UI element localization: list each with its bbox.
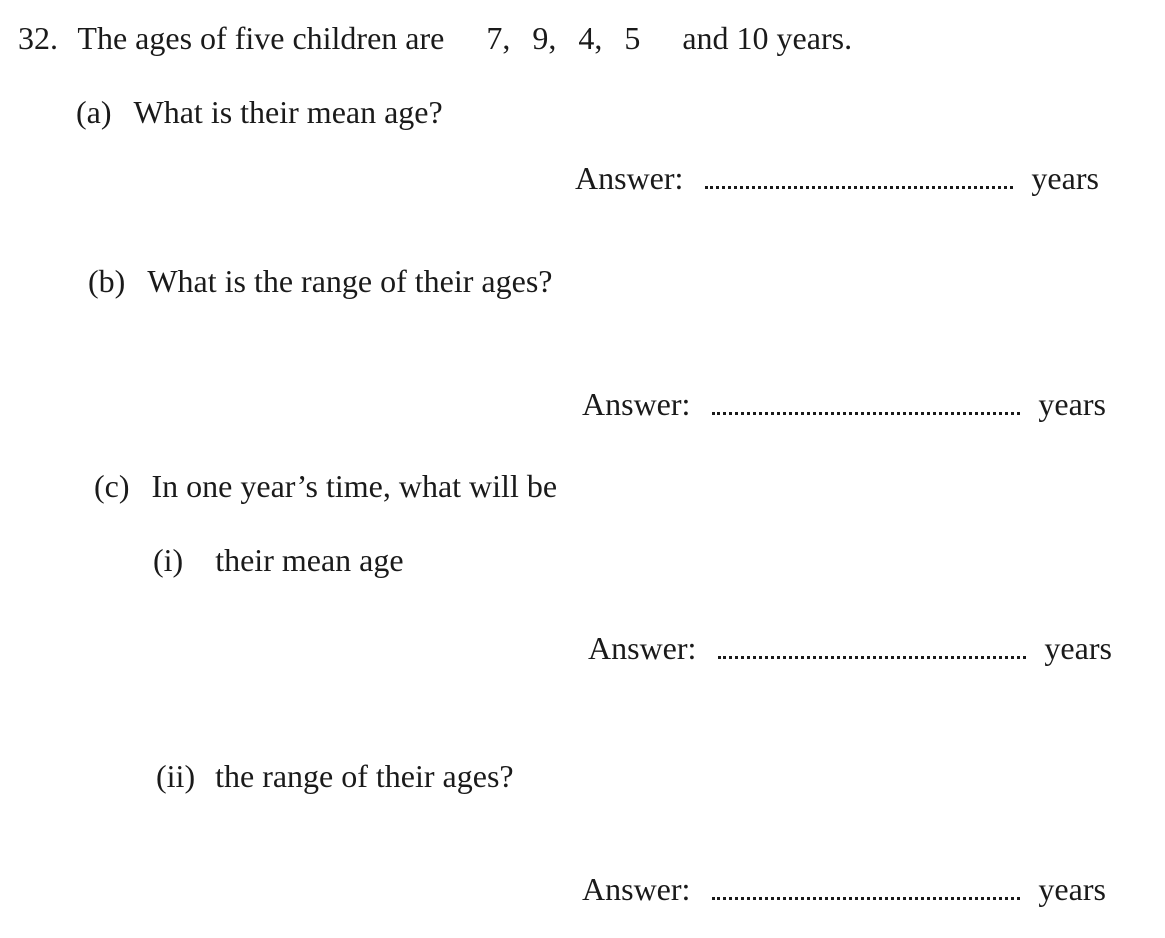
subpart-ii bbox=[156, 760, 514, 792]
part-b bbox=[88, 265, 552, 297]
answer-unit: years bbox=[1031, 160, 1099, 196]
answer-blank[interactable] bbox=[705, 164, 1013, 189]
age-value: 4, bbox=[578, 20, 603, 56]
answer-label: Answer: bbox=[582, 871, 691, 907]
answer-blank[interactable] bbox=[712, 875, 1020, 900]
answer-label: Answer: bbox=[575, 160, 684, 196]
question-text: The ages of five children are bbox=[77, 20, 445, 56]
answer-unit: years bbox=[1038, 386, 1106, 422]
answer-label: Answer: bbox=[588, 630, 697, 666]
age-value: 7, bbox=[486, 20, 511, 56]
part-label: (c) bbox=[94, 468, 130, 504]
answer-unit: years bbox=[1044, 630, 1112, 666]
age-value: 9, bbox=[532, 20, 557, 56]
answer-row-a bbox=[575, 162, 1099, 194]
part-text: What is the range of their ages? bbox=[147, 263, 553, 299]
subpart-text: their mean age bbox=[215, 542, 404, 578]
part-c bbox=[94, 470, 557, 502]
ages-list bbox=[452, 20, 852, 56]
answer-row-c-i bbox=[588, 632, 1112, 664]
subpart-text: the range of their ages? bbox=[215, 758, 514, 794]
part-text: In one year’s time, what will be bbox=[151, 468, 558, 504]
question-text-end: and 10 years. bbox=[682, 20, 853, 56]
question-stem bbox=[18, 22, 852, 54]
answer-row-b bbox=[582, 388, 1106, 420]
part-label: (a) bbox=[76, 94, 112, 130]
part-label: (b) bbox=[88, 263, 126, 299]
age-value: 5 bbox=[624, 20, 641, 56]
subpart-label: (i) bbox=[153, 542, 184, 578]
part-a bbox=[76, 96, 443, 128]
answer-unit: years bbox=[1038, 871, 1106, 907]
answer-label: Answer: bbox=[582, 386, 691, 422]
answer-row-c-ii bbox=[582, 873, 1106, 905]
part-text: What is their mean age? bbox=[133, 94, 443, 130]
subpart-label: (ii) bbox=[156, 758, 196, 794]
question-number: 32. bbox=[18, 20, 58, 56]
answer-blank[interactable] bbox=[718, 634, 1026, 659]
answer-blank[interactable] bbox=[712, 390, 1020, 415]
subpart-i bbox=[153, 544, 404, 576]
